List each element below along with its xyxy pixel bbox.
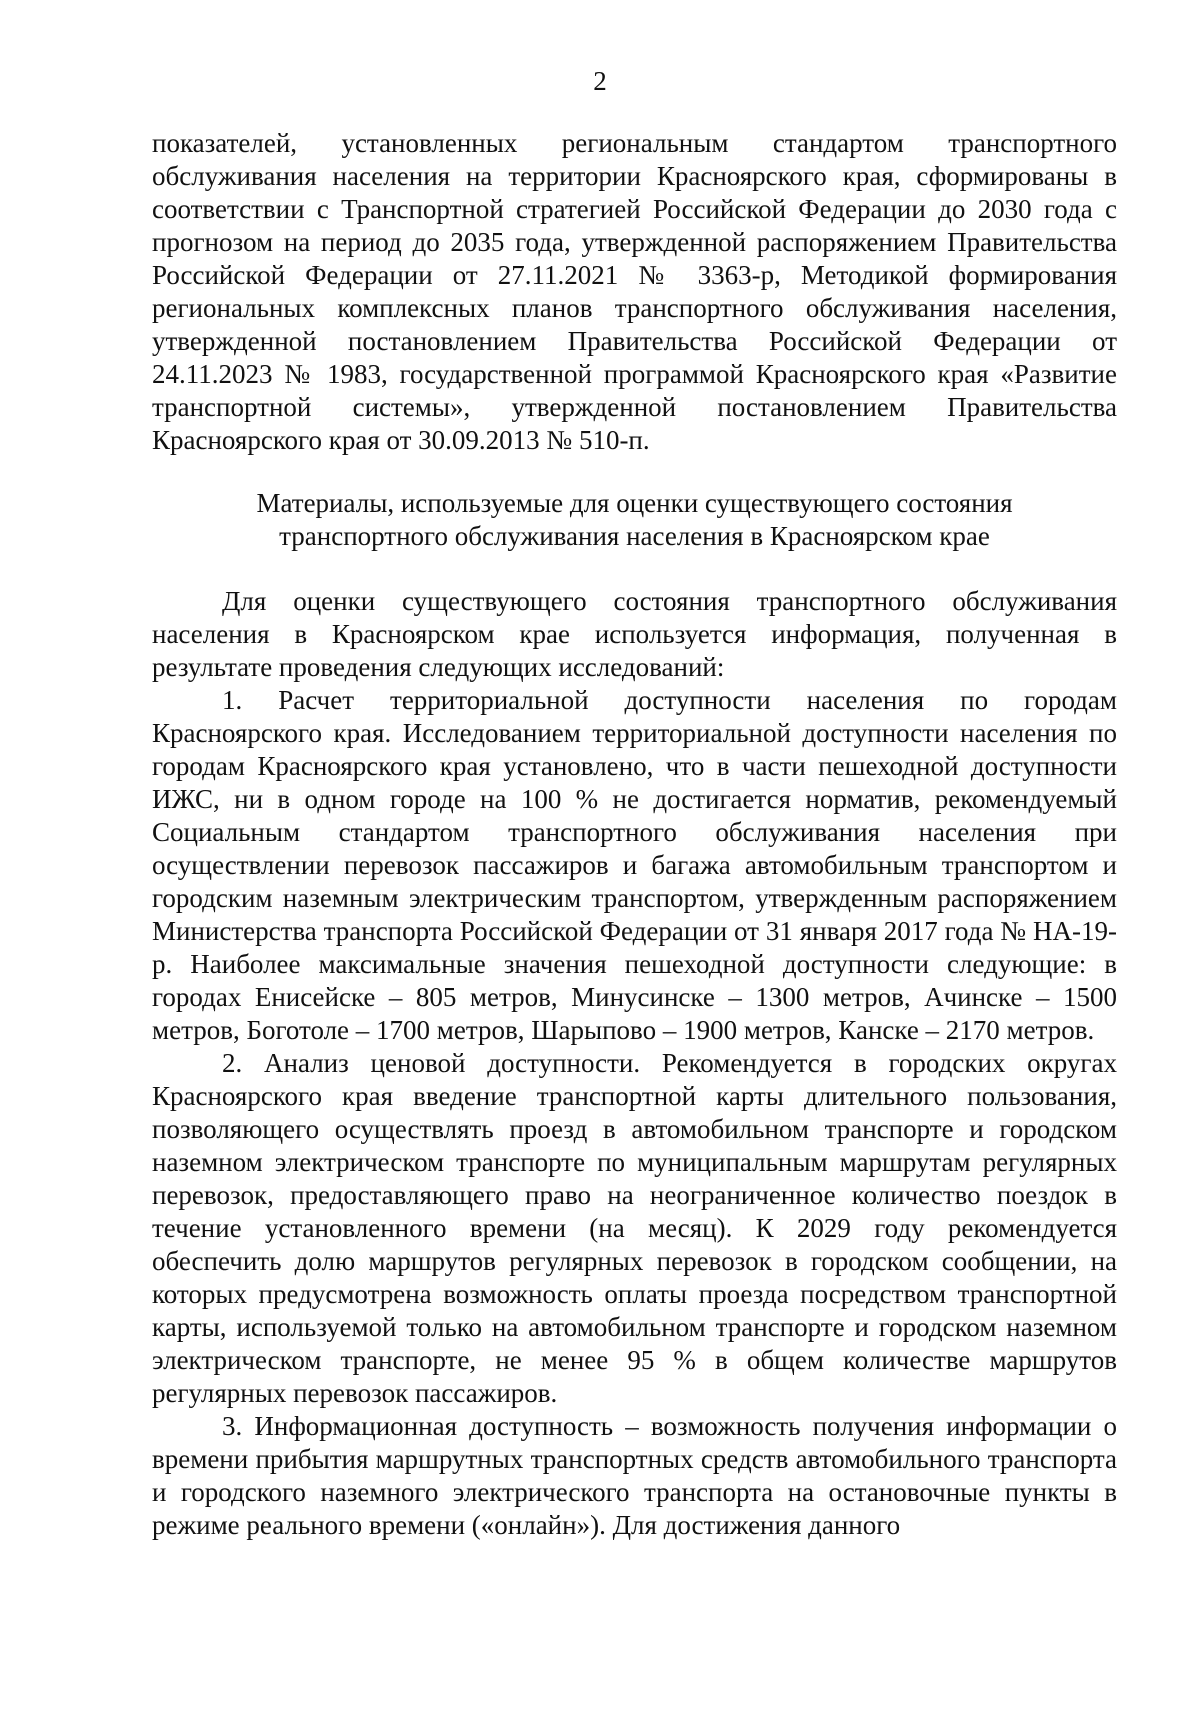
page-number: 2 (593, 66, 607, 96)
section-heading-line-2: транспортного обслуживания населения в Красноярском крае (279, 521, 990, 551)
list-item-2: 2. Анализ ценовой доступности. Рекомендуется в городских округах Красноярского края введение транспортной карты длительного пользования, позволяющего осуществлять проезд в автомобильном транспорте и городском наземном электрическом транспорте по муниципальным маршрутам регулярных перевозок, предоставляющего право на неограниченное количество поездок в течение установленного времени (на месяц). К 2029 году рекомендуется обеспечить долю маршрутов регулярных перевозок в городском сообщении, на которых предусмотрена возможность оплаты проезда посредством транспортной карты, используемой только на автомобильном транспорте и городском наземном электрическом транспорте, не менее 95 % в общем количестве маршрутов регулярных перевозок пассажиров. (152, 1048, 1117, 1408)
list-item-3: 3. Информационная доступность – возможность получения информации о времени прибытия маршрутных транспортных средств автомобильного транспорта и городского наземного электрического транспорта на остановочные пункты в режиме реального времени («онлайн»). Для достижения данного (152, 1411, 1117, 1540)
research-section (152, 585, 1117, 1542)
intro-section (152, 127, 1117, 457)
section-heading (152, 487, 1117, 553)
section-heading-line-1: Материалы, используемые для оценки существующего состояния (256, 488, 1013, 518)
list-item-1: 1. Расчет территориальной доступности населения по городам Красноярского края. Исследованием территориальной доступности населения по городам Красноярского края установлено, что в части пешеходной доступности ИЖС, ни в одном городе на 100 % не достигается норматив, рекомендуемый Социальным стандартом транспортного обслуживания населения при осуществлении перевозок пассажиров и багажа автомобильным транспортом и городским наземным электрическим транспортом, утвержденным распоряжением Министерства транспорта Российской Федерации от 31 января 2017 года № НА-19-р. Наиболее максимальные значения пешеходной доступности следующие: в городах Енисейске – 805 метров, Минусинске – 1300 метров, Ачинске – 1500 метров, Боготоле – 1700 метров, Шарыпово – 1900 метров, Канске – 2170 метров. (152, 685, 1117, 1045)
intro-paragraph: показателей, установленных региональным стандартом транспортного обслуживания населения на территории Красноярского края, сформированы в соответствии с Транспортной стратегией Российской Федерации до 2030 года с прогнозом на период до 2035 года, утвержденной распоряжением Правительства Российской Федерации от 27.11.2021 № 3363-р, Методикой формирования региональных комплексных планов транспортного обслуживания населения, утвержденной постановлением Правительства Российской Федерации от 24.11.2023 № 1983, государственной программой Красноярского края «Развитие транспортной системы», утвержденной постановлением Правительства Красноярского края от 30.09.2013 № 510-п. (152, 128, 1117, 455)
lead-paragraph: Для оценки существующего состояния транспортного обслуживания населения в Красноярском крае используется информация, полученная в результате проведения следующих исследований: (152, 586, 1117, 682)
